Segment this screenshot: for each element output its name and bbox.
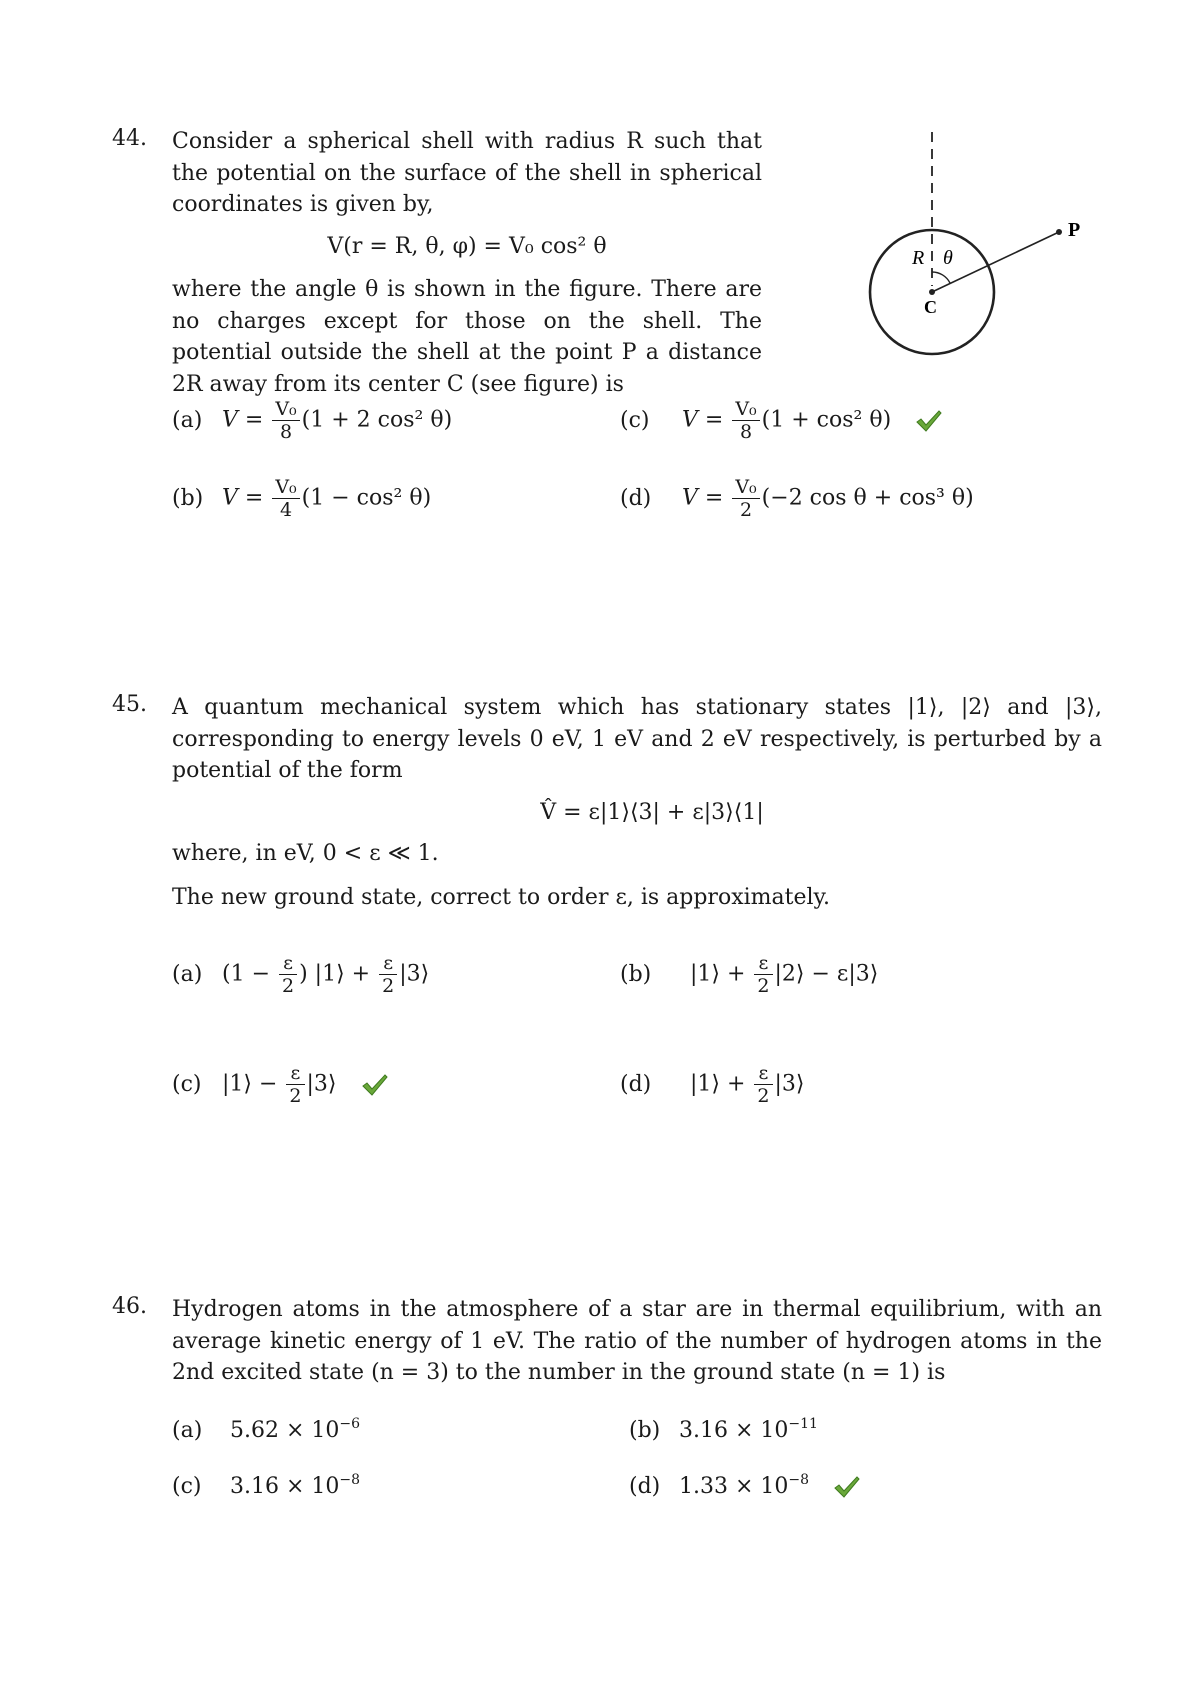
- option-exponent: −6: [339, 1416, 361, 1432]
- fraction: [279, 952, 297, 997]
- numerator: ε: [754, 952, 772, 975]
- option-label: (c): [620, 407, 650, 433]
- numerator: ε: [286, 1062, 304, 1085]
- option-label: (c): [172, 1474, 202, 1499]
- denominator: 2: [282, 975, 295, 997]
- label-r: R: [912, 247, 925, 269]
- fraction: [272, 476, 299, 521]
- denominator: 8: [739, 421, 753, 443]
- question-44: [112, 126, 1102, 586]
- question-intro: Consider a spherical shell with radius R such that the potential on the surface of the shell in spherical coordinates is given by,: [172, 129, 762, 217]
- option-label: (b): [620, 961, 652, 987]
- option-expression-end: |3⟩: [306, 1071, 337, 1097]
- question-body: [172, 1294, 1102, 1389]
- denominator: 2: [289, 1085, 302, 1107]
- option-value: 1.33 × 10: [679, 1474, 789, 1499]
- question-45: [112, 692, 1102, 1132]
- option-value: 3.16 × 10: [679, 1418, 789, 1443]
- shell-figure: [812, 126, 1081, 366]
- option-expression: (−2 cos θ + cos³ θ): [761, 485, 974, 511]
- fraction: [272, 398, 299, 443]
- option-expression-start: (1 −: [222, 961, 271, 987]
- correct-check-icon: [362, 1074, 388, 1096]
- option-label: (a): [172, 407, 203, 433]
- epsilon-condition: where, in eV, 0 < ε ≪ 1.: [172, 841, 439, 866]
- label-p: P: [1068, 219, 1081, 241]
- option-b: [620, 952, 878, 997]
- question-body: [172, 126, 762, 400]
- question-body: [172, 692, 1102, 913]
- option-expression-start: |1⟩ +: [690, 961, 746, 987]
- option-expression: (1 + cos² θ): [761, 407, 892, 433]
- fraction: [732, 476, 759, 521]
- option-label: (c): [172, 1071, 202, 1097]
- numerator: ε: [754, 1062, 772, 1085]
- option-d: [620, 476, 974, 521]
- question-number: 45.: [112, 692, 147, 717]
- point-p-dot: [1056, 229, 1062, 235]
- question-number: 46.: [112, 1294, 147, 1319]
- option-d: [620, 1062, 805, 1107]
- surface-potential-equation: V(r = R, θ, φ) = V₀ cos² θ: [327, 233, 607, 259]
- question-text: where the angle θ is shown in the figure. There are no charges except for those on the shell. The potential outside the shell at the point P a distance 2R away from its center C (see figure) is: [172, 277, 762, 397]
- option-expression: (1 + 2 cos² θ): [301, 407, 453, 433]
- option-expression-start: |1⟩ +: [690, 1071, 746, 1097]
- numerator: V₀: [272, 476, 299, 499]
- option-c: [620, 398, 942, 443]
- label-c: C: [924, 297, 937, 317]
- option-label: (d): [620, 1071, 652, 1097]
- option-expression-end: |3⟩: [774, 1071, 805, 1097]
- fraction: [732, 398, 759, 443]
- correct-check-icon: [916, 410, 942, 432]
- ground-state-prompt: The new ground state, correct to order ε, is approximately.: [172, 884, 831, 910]
- option-label: (a): [172, 961, 203, 987]
- numerator: V₀: [732, 476, 759, 499]
- label-theta: θ: [943, 247, 953, 269]
- question-46: [112, 1294, 1102, 1524]
- option-exponent: −8: [788, 1472, 810, 1488]
- correct-check-icon: [834, 1476, 860, 1498]
- denominator: 2: [757, 975, 770, 997]
- denominator: 2: [739, 499, 753, 521]
- option-a: [172, 952, 429, 997]
- denominator: 2: [757, 1085, 770, 1107]
- option-prefix: V =: [682, 485, 724, 511]
- option-b: [172, 476, 431, 521]
- option-label: (b): [172, 485, 204, 511]
- denominator: 4: [279, 499, 293, 521]
- option-expression: (1 − cos² θ): [301, 485, 432, 511]
- option-expression-end: |2⟩ − ε|3⟩: [774, 961, 879, 987]
- option-prefix: V =: [682, 407, 724, 433]
- option-label: (a): [172, 1418, 203, 1443]
- option-label: (d): [629, 1474, 661, 1499]
- fraction: [286, 1062, 304, 1107]
- option-a: [172, 1418, 360, 1443]
- option-a: [172, 398, 452, 443]
- question-intro: A quantum mechanical system which has stationary states |1⟩, |2⟩ and |3⟩, corresponding to energy levels 0 eV, 1 eV and 2 eV respectively, is perturbed by a potential of the form: [172, 695, 1102, 783]
- denominator: 8: [279, 421, 293, 443]
- question-text: Hydrogen atoms in the atmosphere of a star are in thermal equilibrium, with an average kinetic energy of 1 eV. The ratio of the number of hydrogen atoms in the 2nd excited state (n = 3) to the number in the ground state (n = 1) is: [172, 1297, 1102, 1385]
- numerator: ε: [379, 952, 397, 975]
- option-exponent: −8: [339, 1472, 361, 1488]
- option-c: [172, 1474, 360, 1499]
- option-expression-end: |3⟩: [399, 961, 430, 987]
- numerator: V₀: [272, 398, 299, 421]
- fraction: [379, 952, 397, 997]
- option-prefix: V =: [222, 485, 264, 511]
- question-number: 44.: [112, 126, 147, 151]
- center-dot: [929, 289, 935, 295]
- numerator: ε: [279, 952, 297, 975]
- option-d: [629, 1474, 860, 1499]
- option-b: [629, 1418, 818, 1443]
- numerator: V₀: [732, 398, 759, 421]
- denominator: 2: [382, 975, 395, 997]
- option-value: 3.16 × 10: [230, 1474, 340, 1499]
- perturbation-equation: V̂ = ε|1⟩⟨3| + ε|3⟩⟨1|: [540, 799, 764, 825]
- option-value: 5.62 × 10: [230, 1418, 340, 1443]
- option-c: [172, 1062, 388, 1107]
- option-label: (d): [620, 485, 652, 511]
- fraction: [754, 952, 772, 997]
- option-expression-start: |1⟩ −: [222, 1071, 278, 1097]
- option-label: (b): [629, 1418, 661, 1443]
- theta-arc: [932, 272, 950, 283]
- option-prefix: V =: [222, 407, 264, 433]
- option-exponent: −11: [788, 1416, 818, 1432]
- fraction: [754, 1062, 772, 1107]
- option-expression-middle: ) |1⟩ +: [299, 961, 371, 987]
